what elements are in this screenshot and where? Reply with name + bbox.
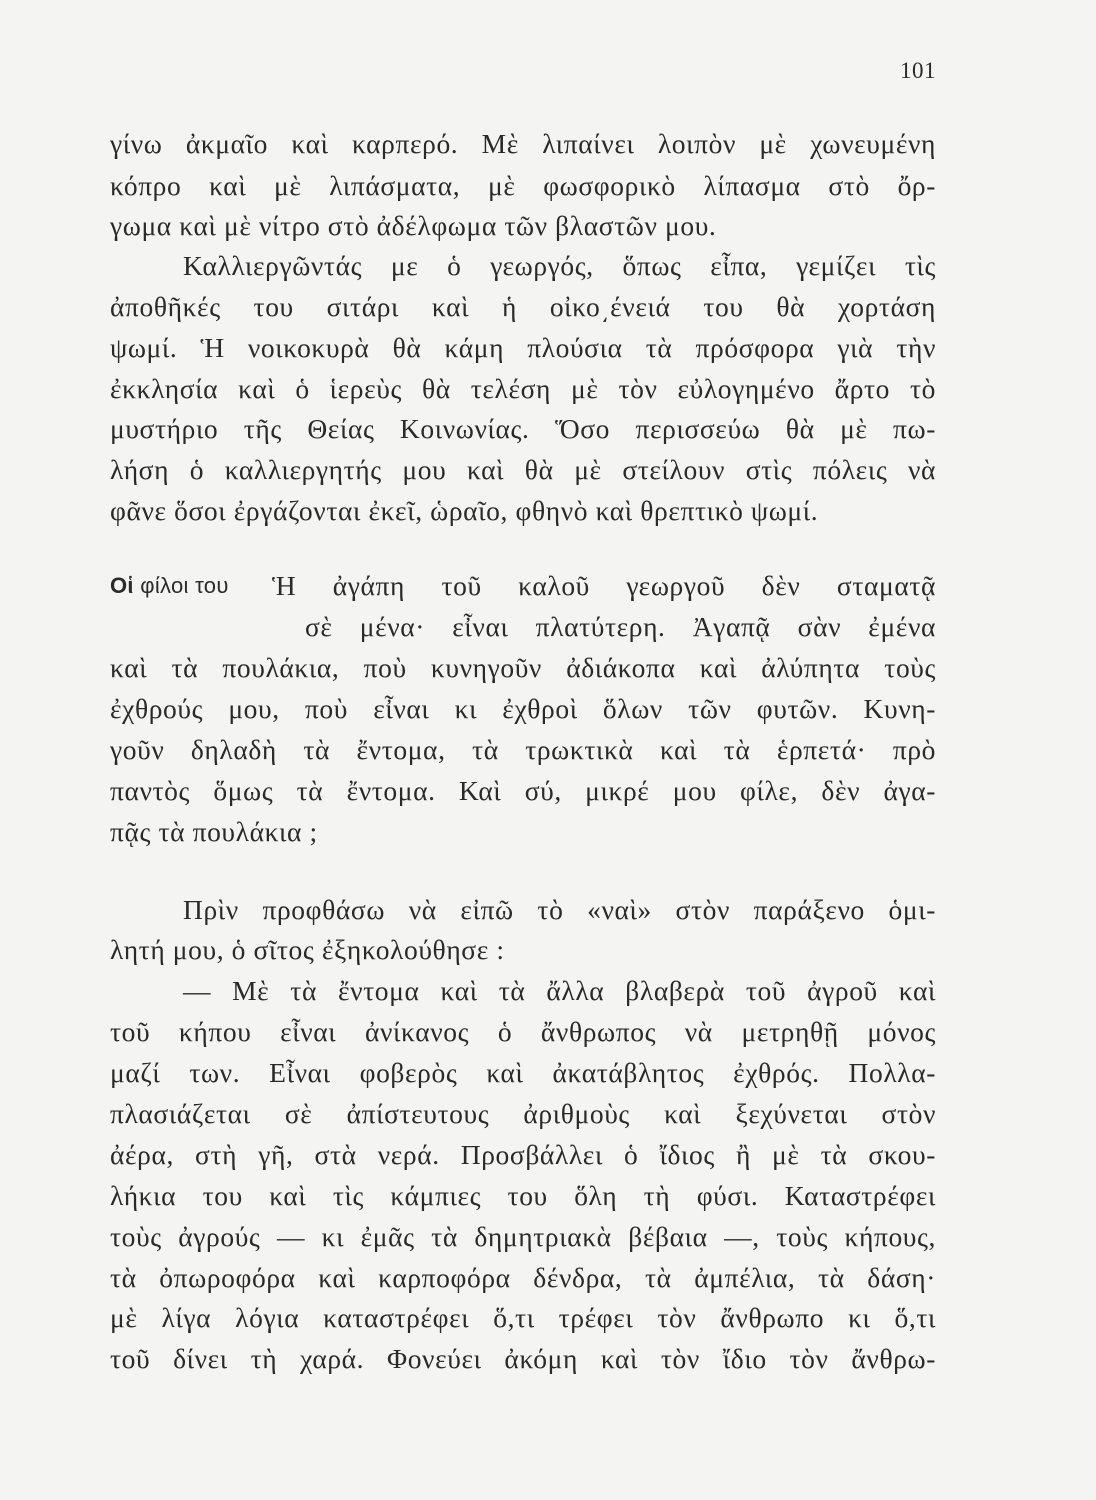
text-line: κόπρο καὶ μὲ λιπάσματα, μὲ φωσφορικὸ λίπασμα στὸ ὄρ- — [110, 170, 936, 201]
text-line: μυστήριο τῆς Θείας Κοινωνίας. Ὅσο περισσεύω θὰ μὲ πω- — [110, 413, 936, 444]
text-line: Πρὶν προφθάσω νὰ εἰπῶ τὸ «ναὶ» στὸν παράξενο ὁμι- — [183, 894, 936, 925]
text-line: μὲ λίγα λόγια καταστρέφει ὅ,τι τρέφει τὸν ἄνθρωπο κι ὅ,τι — [110, 1302, 936, 1333]
page-number: 101 — [900, 58, 936, 83]
text-line: φᾶνε ὅσοι ἐργάζονται ἐκεῖ, ὡραῖο, φθηνὸ καὶ θρεπτικὸ ψωμί. — [110, 495, 819, 526]
text-line: γωμα καὶ μὲ νίτρο στὸ ἀδέλφωμα τῶν βλαστῶν μου. — [110, 210, 717, 241]
text-line: Καλλιεργῶντάς με ὁ γεωργός, ὅπως εἶπα, γεμίζει τὶς — [183, 250, 936, 281]
text-line: πλασιάζεται σὲ ἀπίστευτους ἀριθμοὺς καὶ ξεχύνεται στὸν — [110, 1098, 936, 1129]
text-line: λητή μου, ὁ σῖτος ἐξηκολούθησε : — [110, 934, 505, 965]
text-line: μαζί των. Εἶναι φοβερὸς καὶ ἀκατάβλητος ἐχθρός. Πολλα- — [110, 1057, 936, 1088]
text-line: γοῦν δηλαδὴ τὰ ἔντομα, τὰ τρωκτικὰ καὶ τὰ ἑρπετά· πρὸ — [110, 734, 936, 765]
text-line: — Μὲ τὰ ἔντομα καὶ τὰ ἄλλα βλαβερὰ τοῦ ἀγροῦ καὶ — [183, 975, 936, 1006]
text-line: ἀποθῆκές του σιτάρι καὶ ἡ οἰκο͵ένειά του θὰ χορτάση — [110, 291, 936, 322]
text-line: γίνω ἀκμαῖο καὶ καρπερό. Μὲ λιπαίνει λοιπὸν μὲ χωνευμένη — [110, 128, 936, 159]
text-line: παντὸς ὅμως τὰ ἔντομα. Καὶ σύ, μικρέ μου φίλε, δὲν ἀγα- — [110, 775, 936, 806]
text-line: τοῦ δίνει τὴ χαρά. Φονεύει ἀκόμη καὶ τὸν ἴδιο τὸν ἄνθρω- — [110, 1343, 936, 1374]
side-heading-word: του — [195, 573, 229, 598]
text-line: ἀέρα, στὴ γῆ, στὰ νερά. Προσβάλλει ὁ ἴδιος ἢ μὲ τὰ σκου- — [110, 1139, 936, 1170]
text-line: ψωμί. Ἡ νοικοκυρὰ θὰ κάμη πλούσια τὰ πρόσφορα γιὰ τὴν — [110, 332, 936, 363]
text-line: ἐκκλησία καὶ ὁ ἱερεὺς θὰ τελέση μὲ τὸν εὐλογημένο ἄρτο τὸ — [110, 373, 936, 404]
side-heading-word: Οἱ — [110, 573, 134, 598]
text-line: καὶ τὰ πουλάκια, ποὺ κυνηγοῦν ἀδιάκοπα καὶ ἀλύπητα τοὺς — [110, 652, 936, 683]
text-line: λήση ὁ καλλιεργητής μου καὶ θὰ μὲ στείλουν στὶς πόλεις νὰ — [110, 454, 936, 485]
text-line: λήκια του καὶ τὶς κάμπιες του ὅλη τὴ φύσι. Καταστρέφει — [110, 1180, 936, 1211]
text-line: Ἡ ἀγάπη τοῦ καλοῦ γεωργοῦ δὲν σταματᾷ — [272, 570, 936, 601]
text-line: σὲ μένα· εἶναι πλατύτερη. Ἀγαπᾷ σὰν ἐμένα — [305, 611, 936, 642]
text-line: τοῦ κήπου εἶναι ἀνίκανος ὁ ἄνθρωπος νὰ μετρηθῇ μόνος — [110, 1016, 936, 1047]
text-line: τὰ ὀπωροφόρα καὶ καρποφόρα δένδρα, τὰ ἀμπέλια, τὰ δάση· — [110, 1262, 936, 1293]
side-heading-word: φίλοι — [140, 573, 189, 598]
text-line: ἐχθρούς μου, ποὺ εἶναι κι ἐχθροὶ ὅλων τῶν φυτῶν. Κυνη- — [110, 693, 936, 724]
text-line: πᾷς τὰ πουλάκια ; — [110, 816, 318, 847]
section-side-heading — [110, 566, 229, 606]
text-line: τοὺς ἀγρούς — κι ἐμᾶς τὰ δημητριακὰ βέβαια —, τοὺς κήπους, — [110, 1221, 936, 1252]
